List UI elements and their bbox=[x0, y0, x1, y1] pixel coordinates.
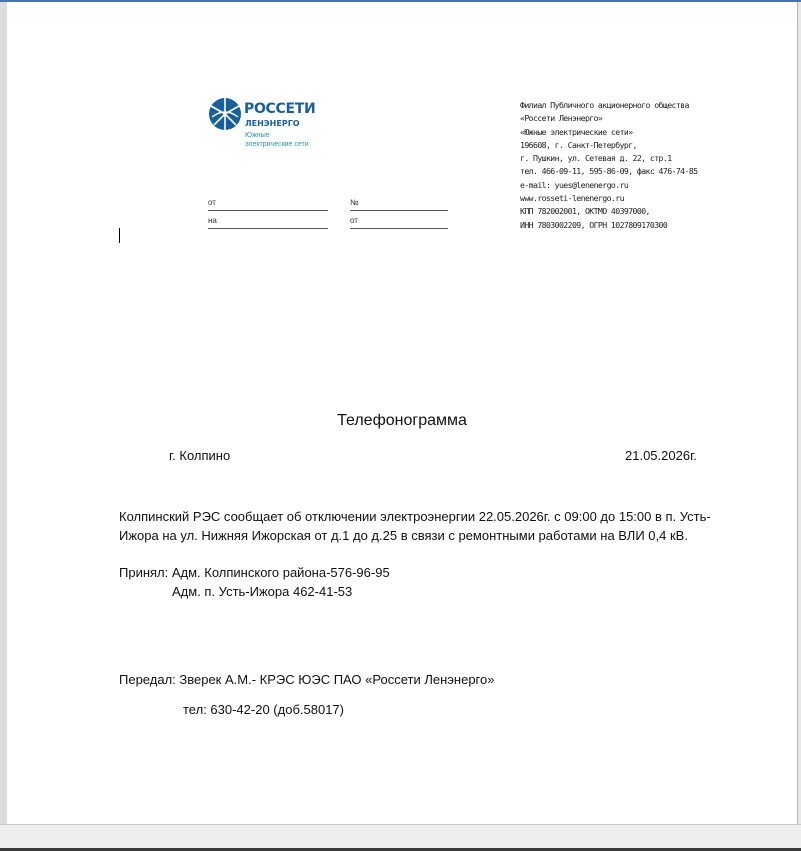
logo-tagline-2: электрические сети bbox=[245, 141, 309, 148]
reply-to-field[interactable] bbox=[208, 216, 328, 229]
left-gutter bbox=[0, 2, 7, 824]
org-line: тел. 466-09-11, 595-86-09, факс 476-74-85 bbox=[520, 166, 698, 177]
document-title: Телефонограмма bbox=[337, 412, 467, 429]
logo-name: РОССЕТИ bbox=[244, 101, 316, 117]
document-date: 21.05.2026г. bbox=[625, 448, 697, 463]
from2-label: от bbox=[350, 216, 358, 225]
received-by-line-2: Адм. п. Усть-Ижора 462-41-53 bbox=[172, 584, 353, 599]
org-line: www.rosseti-lenenergo.ru bbox=[520, 193, 624, 204]
org-line: «Южные электрические сети» bbox=[520, 126, 633, 137]
reply-date-field[interactable] bbox=[350, 216, 448, 229]
org-line: e-mail: yues@lenenergo.ru bbox=[520, 179, 629, 190]
text-cursor bbox=[119, 228, 120, 243]
sender-phone-line: тел: 630-42-20 (доб.58017) bbox=[183, 702, 344, 717]
org-line: Филиал Публичного акционерного общества bbox=[520, 100, 689, 110]
org-line: ИНН 7803002209, ОГРН 1027809170300 bbox=[520, 219, 668, 230]
received-by-line-1: Принял: Адм. Колпинского района-576-96-95 bbox=[119, 565, 390, 580]
org-line: КПП 782002001, ОКТМО 40397000, bbox=[520, 206, 650, 217]
to-label: на bbox=[208, 216, 217, 225]
bottom-scroll-area bbox=[0, 824, 801, 849]
logo-emblem-icon bbox=[208, 97, 242, 131]
org-line: 196608, г. Санкт-Петербург, bbox=[520, 139, 637, 150]
number-field[interactable] bbox=[350, 198, 448, 211]
logo-tagline-1: Южные bbox=[245, 132, 270, 139]
sent-by-line: Передал: Зверек А.М.- КРЭС ЮЭС ПАО «Россети Ленэнерго» bbox=[119, 672, 495, 687]
company-logo bbox=[208, 97, 338, 157]
number-label: № bbox=[350, 198, 359, 207]
document-page[interactable] bbox=[7, 2, 798, 824]
org-line: г. Пушкин, ул. Сетевая д. 22, стр.1 bbox=[520, 153, 672, 164]
org-line: «Россети Ленэнерго» bbox=[520, 113, 603, 124]
organization-details bbox=[520, 99, 760, 232]
document-city: г. Колпино bbox=[169, 448, 231, 463]
from-label: от bbox=[208, 198, 216, 207]
message-body: Колпинский РЭС сообщает об отключении электроэнергии 22.05.2026г. с 09:00 до 15:00 в п. Усть-Ижора на ул. Нижняя Ижорская от д.1 до д.25 в связи с ремонтными работами на ВЛИ 0,4 кВ. bbox=[119, 509, 711, 543]
from-date-field[interactable] bbox=[208, 198, 328, 211]
logo-subname: ЛЕНЭНЕРГО bbox=[245, 119, 300, 128]
